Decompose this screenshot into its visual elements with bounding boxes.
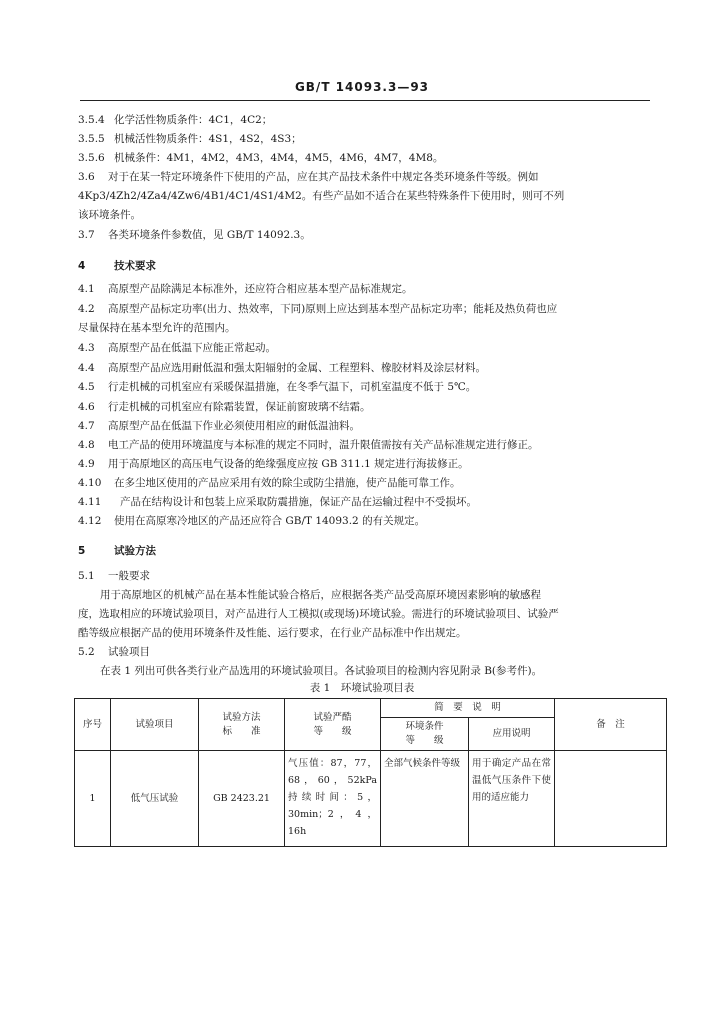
clause-text: 试验项目: [108, 646, 150, 658]
section-title: 试验方法: [114, 545, 156, 557]
clause-number: 4.4: [78, 362, 95, 374]
col-header-item: 试验项目: [111, 699, 199, 751]
clause-3-5-4: [78, 113, 272, 127]
clause-4-4: [78, 361, 486, 375]
cell-app: 用于确定产品在常温低气压条件下使用的适应能力: [469, 751, 555, 847]
environmental-test-table: [74, 698, 667, 847]
col-header-severity: [285, 699, 381, 751]
clause-text: 该环境条件。: [78, 209, 141, 221]
clause-3-5-5: [78, 132, 302, 146]
col-header-remark: 备 注: [555, 699, 667, 751]
col-header-severity-line2: 等 级: [313, 725, 352, 737]
cell-severity: 气压值：87，77，68，60，52kPa 持续时间：5，30min；2，4，16h: [285, 751, 381, 847]
clause-5-1-body-1: [100, 588, 541, 602]
table-header-row: [75, 699, 667, 718]
header-rule: [80, 100, 650, 101]
clause-number: 4.7: [78, 420, 95, 432]
clause-text: 4Kp3/4Zh2/4Za4/4Zw6/4B1/4C1/4S1/4M2。有些产品如不适合在某些特殊条件下使用时，则可不列: [78, 190, 565, 202]
clause-5-1: [78, 569, 150, 583]
col-header-notes-group: 简 要 说 明: [381, 699, 555, 718]
table-row: [75, 751, 667, 847]
clause-number: 5.2: [78, 646, 95, 658]
clause-4-9: [78, 457, 469, 471]
clause-4-2: [78, 302, 557, 316]
clause-number: 3.7: [78, 229, 95, 241]
col-header-method-line2: 标 准: [222, 725, 261, 737]
col-header-env-line1: 环境条件: [405, 721, 444, 732]
section-number: 4: [78, 260, 86, 272]
col-header-env: [381, 718, 469, 751]
page-header: GB/T 14093.3—93: [294, 80, 430, 94]
clause-5-1-body-2: [78, 607, 559, 621]
clause-text: 尽量保持在基本型允许的范围内。: [78, 322, 236, 334]
clause-3-5-6: [78, 151, 443, 165]
clause-4-10: [78, 476, 461, 490]
clause-number: 3.5.5: [78, 133, 105, 145]
clause-text: 高原型产品标定功率(出力、热效率，下同)原则上应达到基本型产品标定功率；能耗及热负荷也应: [108, 303, 558, 315]
clause-text: 在表 1 列出可供各类行业产品选用的环境试验项目。各试验项目的检测内容见附录 B(参考件)。: [100, 665, 543, 677]
col-header-env-line2: 等 级: [405, 735, 444, 746]
clause-text: 机械活性物质条件：4S1，4S2，4S3；: [114, 133, 302, 145]
clause-number: 4.5: [78, 381, 95, 393]
clause-number: 4.11: [78, 496, 102, 508]
clause-text: 化学活性物质条件：4C1，4C2；: [114, 114, 273, 126]
clause-text: 度，选取相应的环境试验项目，对产品进行人工模拟(或现场)环境试验。需进行的环境试验项目、试验严: [78, 608, 559, 620]
clause-4-8: [78, 438, 539, 452]
clause-text: 机械条件：4M1，4M2，4M3，4M4，4M5，4M6，4M7，4M8。: [114, 152, 444, 164]
clause-number: 4.1: [78, 283, 95, 295]
clause-4-1: [78, 282, 413, 296]
clause-4-3: [78, 341, 276, 355]
clause-text: 高原型产品在低温下应能正常起动。: [108, 342, 276, 354]
clause-number: 3.5.4: [78, 114, 105, 126]
clause-text: 行走机械的司机室应有采暖保温措施，在冬季气温下，司机室温度不低于 5℃。: [108, 381, 477, 393]
section-4-heading: [78, 259, 156, 273]
clause-text: 在多尘地区使用的产品应采用有效的除尘或防尘措施，使产品能可靠工作。: [114, 477, 461, 489]
clause-text: 用于高原地区的机械产品在基本性能试验合格后，应根据各类产品受高原环境因素影响的敏感程: [100, 589, 541, 601]
clause-3-6-cont-1: [78, 189, 564, 203]
section-title: 技术要求: [114, 260, 156, 272]
col-header-app: 应用说明: [469, 718, 555, 751]
clause-4-5: [78, 380, 476, 394]
clause-4-11: [78, 495, 477, 509]
clause-4-7: [78, 419, 360, 433]
cell-method: GB 2423.21: [199, 751, 285, 847]
clause-text: 对于在某一特定环境条件下使用的产品，应在其产品技术条件中规定各类环境条件等级。例如: [108, 171, 539, 183]
clause-text: 酷等级应根据产品的使用环境条件及性能、运行要求，在行业产品标准中作出规定。: [78, 627, 467, 639]
cell-remark: [555, 751, 667, 847]
clause-text: 用于高原地区的高压电气设备的绝缘强度应按 GB 311.1 规定进行海拔修正。: [108, 458, 469, 470]
clause-number: 3.5.6: [78, 152, 105, 164]
cell-env: 全部气候条件等级: [381, 751, 469, 847]
clause-number: 4.3: [78, 342, 95, 354]
clause-5-1-body-3: [78, 626, 467, 640]
clause-number: 4.6: [78, 401, 95, 413]
clause-4-2-cont: [78, 321, 236, 335]
clause-number: 5.1: [78, 570, 95, 582]
col-header-method-line1: 试验方法: [222, 711, 261, 723]
clause-number: 3.6: [78, 171, 95, 183]
clause-3-7: [78, 228, 311, 242]
clause-text: 使用在高原寒冷地区的产品还应符合 GB/T 14093.2 的有关规定。: [114, 515, 426, 527]
col-header-severity-line1: 试验严酷: [313, 711, 352, 723]
clause-number: 4.12: [78, 515, 102, 527]
col-header-method: [199, 699, 285, 751]
clause-text: 高原型产品除满足本标准外，还应符合相应基本型产品标准规定。: [108, 283, 413, 295]
clause-text: 行走机械的司机室应有除霜装置，保证前窗玻璃不结霜。: [108, 401, 371, 413]
col-header-seq: 序号: [75, 699, 111, 751]
clause-4-12: [78, 514, 425, 528]
clause-3-6: [78, 170, 539, 184]
clause-number: 4.8: [78, 439, 95, 451]
clause-5-2: [78, 645, 150, 659]
clause-text: 产品在结构设计和包装上应采取防震措施，保证产品在运输过程中不受损坏。: [120, 496, 477, 508]
clause-text: 高原型产品在低温下作业必须使用相应的耐低温油料。: [108, 420, 360, 432]
cell-seq: 1: [75, 751, 111, 847]
clause-4-6: [78, 400, 371, 414]
clause-text: 高原型产品应选用耐低温和强太阳辐射的金属、工程塑料、橡胶材料及涂层材料。: [108, 362, 486, 374]
section-5-heading: [78, 544, 156, 558]
clause-5-2-body: [100, 664, 542, 678]
clause-number: 4.10: [78, 477, 102, 489]
table-caption: 表 1 环境试验项目表: [309, 682, 415, 694]
clause-text: 一般要求: [108, 570, 150, 582]
clause-number: 4.2: [78, 303, 95, 315]
section-number: 5: [78, 545, 86, 557]
clause-text: 各类环境条件参数值，见 GB/T 14092.3。: [108, 229, 311, 241]
clause-3-6-cont-2: [78, 208, 141, 222]
clause-number: 4.9: [78, 458, 95, 470]
clause-text: 电工产品的使用环境温度与本标准的规定不同时，温升限值需按有关产品标准规定进行修正。: [108, 439, 539, 451]
cell-item: 低气压试验: [111, 751, 199, 847]
